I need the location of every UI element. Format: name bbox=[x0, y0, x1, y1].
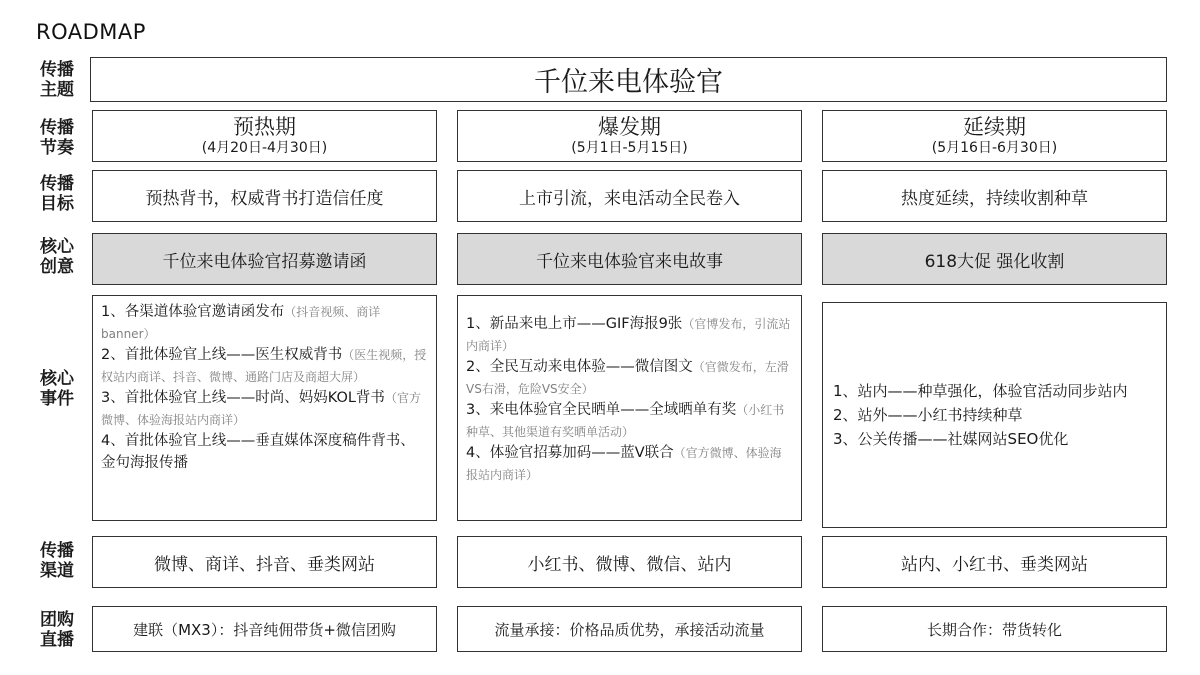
row-label-theme: 传播 主题 bbox=[40, 60, 74, 100]
idea-warmup: 千位来电体验官招募邀请函 bbox=[92, 233, 437, 285]
phase-date: (5月16日-6月30日) bbox=[931, 140, 1058, 156]
idea-continue: 618大促 强化收割 bbox=[822, 233, 1167, 285]
event-note: （官微发布，左滑VS右滑，危险VS安全） bbox=[466, 360, 789, 396]
event-item bbox=[101, 388, 428, 431]
event-note: （医生视频，授权站内商详、抖音、微博、通路门店及商超大屏） bbox=[101, 348, 427, 384]
event-item bbox=[101, 302, 428, 345]
event-note: （小红书种草、其他渠道有奖晒单活动） bbox=[466, 403, 785, 439]
phase-name: 预热期 bbox=[233, 115, 296, 139]
phase-name: 爆发期 bbox=[598, 115, 661, 139]
event-note: （官博发布，引流站内商详） bbox=[466, 317, 791, 353]
row-label-goal: 传播 目标 bbox=[40, 174, 74, 214]
event-note: （官方微博、体验海报站内商详） bbox=[101, 391, 421, 427]
phase-burst bbox=[457, 110, 802, 162]
event-item bbox=[833, 403, 1156, 427]
event-text: 2、站外——小红书持续种草 bbox=[833, 406, 1023, 424]
event-item bbox=[101, 345, 428, 388]
goal-burst: 上市引流，来电活动全民卷入 bbox=[457, 170, 802, 222]
event-text: 3、公关传播——社媒网站SEO优化 bbox=[833, 430, 1069, 448]
event-item bbox=[833, 379, 1156, 403]
phase-date: (5月1日-5月15日) bbox=[571, 140, 688, 156]
events-warmup bbox=[92, 295, 437, 521]
event-text: 2、首批体验官上线——医生权威背书 bbox=[101, 347, 343, 363]
goal-continue: 热度延续，持续收割种草 bbox=[822, 170, 1167, 222]
event-item bbox=[466, 357, 793, 400]
row-label-events: 核心 事件 bbox=[40, 369, 74, 409]
row-label-live: 团购 直播 bbox=[40, 610, 74, 650]
event-item bbox=[101, 431, 428, 474]
page-title: ROADMAP bbox=[36, 20, 146, 44]
events-continue bbox=[822, 302, 1167, 528]
goal-warmup: 预热背书，权威背书打造信任度 bbox=[92, 170, 437, 222]
row-label-channel: 传播 渠道 bbox=[40, 541, 74, 581]
phase-name: 延续期 bbox=[963, 115, 1026, 139]
live-continue: 长期合作：带货转化 bbox=[822, 606, 1167, 652]
idea-burst: 千位来电体验官来电故事 bbox=[457, 233, 802, 285]
event-text: 3、来电体验官全民晒单——全域晒单有奖 bbox=[466, 402, 737, 418]
row-label-rhythm: 传播 节奏 bbox=[40, 118, 74, 158]
theme-box: 千位来电体验官 bbox=[90, 57, 1167, 102]
event-item bbox=[466, 400, 793, 443]
live-burst: 流量承接：价格品质优势，承接活动流量 bbox=[457, 606, 802, 652]
event-text: 1、站内——种草强化，体验官活动同步站内 bbox=[833, 382, 1128, 400]
row-label-idea: 核心 创意 bbox=[40, 237, 74, 277]
phase-continue bbox=[822, 110, 1167, 162]
event-text: 4、体验官招募加码——蓝V联合 bbox=[466, 445, 674, 461]
channel-warmup: 微博、商详、抖音、垂类网站 bbox=[92, 536, 437, 588]
event-text: 3、首批体验官上线——时尚、妈妈KOL背书 bbox=[101, 390, 385, 406]
event-item bbox=[833, 427, 1156, 451]
event-note: （官方微博、体验海报站内商详） bbox=[466, 446, 782, 482]
event-item bbox=[466, 314, 793, 357]
event-text: 1、各渠道体验官邀请函发布 bbox=[101, 304, 285, 320]
event-text: 1、新品来电上市——GIF海报9张 bbox=[466, 316, 683, 332]
event-item bbox=[466, 443, 793, 486]
event-note: （抖音视频、商详banner） bbox=[101, 305, 381, 341]
phase-warmup bbox=[92, 110, 437, 162]
live-warmup: 建联（MX3）：抖音纯佣带货+微信团购 bbox=[92, 606, 437, 652]
phase-date: (4月20日-4月30日) bbox=[201, 140, 328, 156]
event-text: 2、全民互动来电体验——微信图文 bbox=[466, 359, 693, 375]
event-text: 4、首批体验官上线——垂直媒体深度稿件背书、金句海报传播 bbox=[101, 433, 415, 471]
channel-continue: 站内、小红书、垂类网站 bbox=[822, 536, 1167, 588]
events-burst bbox=[457, 295, 802, 521]
channel-burst: 小红书、微博、微信、站内 bbox=[457, 536, 802, 588]
